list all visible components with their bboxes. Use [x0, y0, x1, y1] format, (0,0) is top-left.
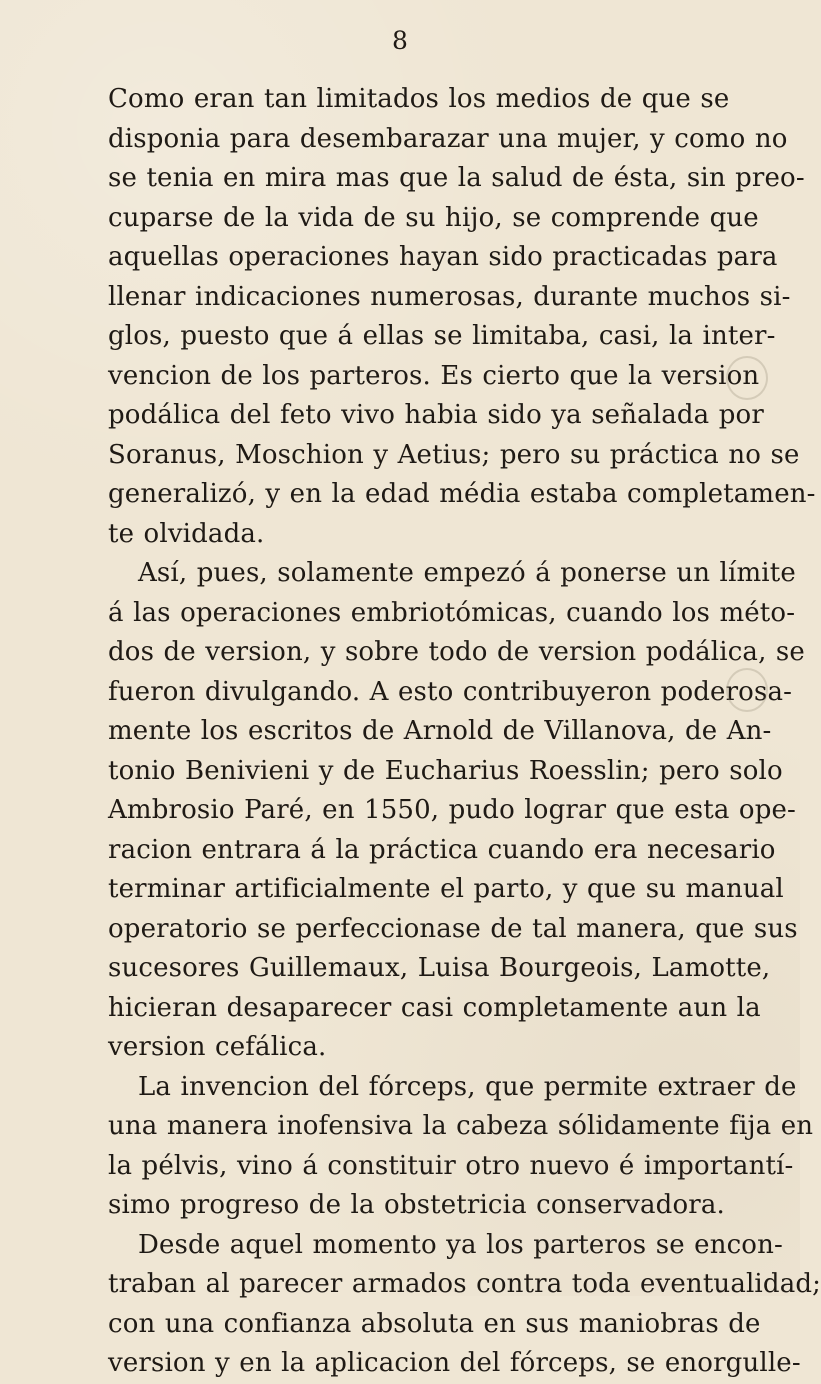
text-line-2: disponia para desembarazar una mujer, y como no	[108, 123, 788, 154]
text-line-24: hicieran desaparecer casi completamente aun la	[108, 992, 761, 1023]
text-line-25: version cefálica.	[108, 1032, 327, 1062]
text-line-4: cuparse de la vida de su hijo, se comprende que	[108, 202, 759, 233]
text-line-22: operatorio se perfeccionase de tal manera, que sus	[108, 913, 798, 944]
text-line-23: sucesores Guillemaux, Luisa Bourgeois, Lamotte,	[108, 953, 771, 983]
text-line-27: una manera inofensiva la cabeza sólidamente fija en	[108, 1111, 814, 1141]
text-line-14: á las operaciones embriotómicas, cuando los méto-	[108, 597, 796, 628]
page-text	[108, 80, 821, 1384]
text-line-30: Desde aquel momento ya los parteros se encon-	[138, 1229, 783, 1260]
text-line-33: version y en la aplicacion del fórceps, se enorgulle-	[108, 1348, 801, 1378]
text-line-9: podálica del feto vivo habia sido ya señalada por	[108, 400, 764, 430]
text-line-11: generalizó, y en la edad média estaba completamen-	[108, 479, 816, 509]
text-line-3: se tenia en mira mas que la salud de ésta, sin preo-	[108, 163, 805, 193]
text-line-29: simo progreso de la obstetricia conservadora.	[108, 1190, 725, 1220]
text-line-21: terminar artificialmente el parto, y que su manual	[108, 874, 784, 904]
text-line-7: glos, puesto que á ellas se limitaba, casi, la inter-	[108, 321, 776, 351]
text-line-20: racion entrara á la práctica cuando era necesario	[108, 834, 776, 865]
text-line-16: fueron divulgando. A esto contribuyeron poderosa-	[108, 676, 793, 707]
text-line-12: te olvidada.	[108, 518, 265, 549]
page-ring-mark	[726, 668, 768, 712]
text-line-1: Como eran tan limitados los medios de que se	[108, 84, 730, 114]
page-number: 8	[391, 26, 409, 55]
text-line-17: mente los escritos de Arnold de Villanova, de An-	[108, 716, 772, 746]
text-line-13: Así, pues, solamente empezó á ponerse un límite	[138, 558, 796, 588]
text-line-8: vencion de los parteros. Es cierto que la version	[108, 360, 760, 391]
text-line-15: dos de version, y sobre todo de version podálica, se	[108, 637, 805, 667]
page-ring-mark	[726, 356, 768, 400]
text-line-6: llenar indicaciones numerosas, durante muchos si-	[108, 281, 791, 312]
text-line-31: traban al parecer armados contra toda eventualidad;	[108, 1269, 821, 1299]
text-line-5: aquellas operaciones hayan sido practicadas para	[108, 242, 778, 272]
text-line-10: Soranus, Moschion y Aetius; pero su práctica no se	[108, 439, 800, 470]
text-line-19: Ambrosio Paré, en 1550, pudo lograr que esta ope-	[108, 795, 796, 825]
text-line-26: La invencion del fórceps, que permite extraer de	[138, 1071, 797, 1102]
text-line-32: con una confianza absoluta en sus maniobras de	[108, 1308, 761, 1339]
text-line-18: tonio Benivieni y de Eucharius Roesslin; pero solo	[108, 755, 783, 786]
text-line-28: la pélvis, vino á constituir otro nuevo é importantí-	[108, 1150, 794, 1181]
